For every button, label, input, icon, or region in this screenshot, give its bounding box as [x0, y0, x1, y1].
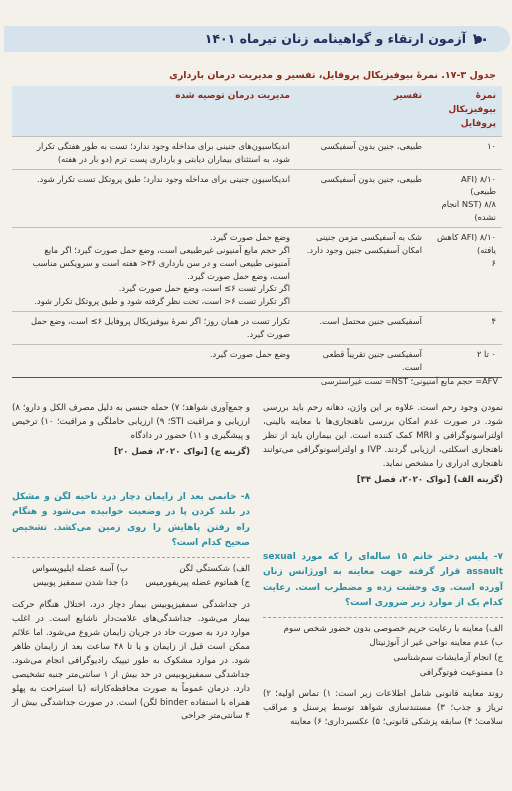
cell-interpretation: آسفیکسی جنین محتمل است.: [296, 312, 428, 345]
question-8-option-b: ب) آسه عضله ایلیوپسواس: [32, 563, 128, 574]
table-row: [12, 227, 502, 311]
cell-score: [428, 169, 502, 227]
running-header: [4, 26, 510, 52]
question-8-explanation-text: در جداشدگی سمفیزپوبیس بیمار دچار درد، اختلال هنگام حرکت بیمار می‌شود. جداشدگی‌های علامت‌دار ناشایع است. در اغلب موارد درد به صورت حاد در جریان زایمان شروع می‌شود. اما علائم ممکن است قبل از زایمان و یا تا ۴۸ ساعت بعد از زایمان ظاهر شود. در موارد مشکوک به طور تیپیک رادیوگرافی انجام می‌شود. جداشدگی سمفیزپوبیس در حد بیش از ۱ سانتی‌متر جنبه تشخیصی دارد. درمان عموماً به صورت محافظه‌کارانه (با استراحت به پهلو همراه با استفاده binder لگن) است. در صورت جداشدگی بیش از ۴ سانتی‌متر جراحی: [12, 600, 250, 722]
cell-interpretation: شک به آسفیکسی مزمن جنینی امکان آسفیکسی جنین وجود دارد.: [296, 227, 428, 311]
table-header-row: [12, 86, 502, 136]
question-8-option-d: د) جدا شدن سمفیز پوبیس: [33, 578, 128, 589]
left-column-continuation: [12, 402, 250, 460]
management-line: اگر تکرار تست ۶< است، تحت نظر گرفته شود و طبق پروتکل تکرار شود.: [34, 296, 290, 307]
management-line: اندیکاسیون جنینی برای مداخله وجود ندارد؛ طبق پروتکل تست تکرار شود.: [37, 173, 290, 184]
cell-management: [12, 136, 296, 169]
header-management: مدیریت درمان توصیه شده: [12, 86, 296, 136]
management-line: اندیکاسیون‌های جنینی برای مداخله وجود ندارد؛ تست به طور هفتگی تکرار شود، به استثنای بیماران دیابتی و بارداری پست ترم (دو بار در هفته): [37, 140, 290, 164]
cell-management: [12, 227, 296, 311]
question-7-option-b: ب) عدم معاینه نواحی غیر از آنوژنیتال: [369, 638, 503, 649]
page-number: ۱۰: [470, 30, 490, 48]
question-8-text: ۸- خانمی بعد از زایمان دچار درد ناحیه لگن و مشکل در بلند کردن پا در وضعیت خوابیده می‌شود و هنگام راه رفتن پاهایش را روی زمین می‌کشد. تشخیص صحیح کدام است؟: [12, 490, 250, 558]
cell-score: [428, 136, 502, 169]
score-value: ۶: [491, 257, 496, 268]
table-row: [12, 136, 502, 169]
management-line: تکرار تست در همان روز؛ اگر نمرهٔ بیوفیزیکال پروفایل ۶≥ است، وضع حمل صورت گیرد.: [30, 316, 290, 339]
question-8-explanation: [12, 599, 250, 724]
header-score: نمرهٔ بیوفیزیکال پروفایل: [428, 86, 502, 136]
cell-management: [12, 169, 296, 227]
cell-score: [428, 312, 502, 345]
question-7-option-c: ج) انجام آزمایشات سم‌شناسی: [393, 653, 503, 664]
score-value: ۰ تا ۲: [476, 348, 496, 359]
cell-management: [12, 312, 296, 345]
cell-interpretation: طبیعی، جنین بدون آسفیکسی: [296, 136, 428, 169]
table-row: [12, 169, 502, 227]
question-8-options: [12, 562, 250, 591]
left-column-answer: (گزینه ج) [نواک ۲۰۲۰، فصل ۲۰]: [113, 446, 250, 457]
header-title: آزمون ارتقاء و گواهینامه زنان تیرماه ۱۴۰۱: [204, 31, 466, 46]
table-row: [12, 344, 502, 377]
right-column-text: نمودن وجود رحم است. علاوه بر این واژن، دهانه رحم باید بررسی شود. در صورت عدم امکان بررسی ناهنجاری‌ها با معاینه بالینی، اولتراسونوگرافی و MRI کمک کننده است. این بیماران باید از نظر ناهنجاری اسکلتی، ارزیابی گردند. IVP و اولتراسونوگرافی می‌توانند ناهنجاری ادراری را مشخص نماید.: [263, 403, 503, 469]
table-caption: جدول ۳-۱۷. نمرهٔ بیوفیزیکال پروفایل، تفسیر و مدیریت درمان بارداری: [169, 70, 496, 81]
score-value: ۸/۸ (NST انجام نشده): [441, 199, 496, 223]
question-7-text: ۷- پلیس دختر خانم ۱۵ ساله‌ای را که مورد sexual assault قرار گرفته جهت معاینه به اورژانس زنان آورده است. وی وحشت زده و مضطرب است. رعایت کدام یک از موارد زیر ضروری است؟: [263, 550, 503, 618]
table-body: [12, 136, 502, 377]
cell-score: [428, 227, 502, 311]
question-8-option-a: الف) شکستگی لگن: [179, 563, 250, 574]
management-line: اگر حجم مایع آمنیونی غیرطبیعی است، وضع حمل صورت گیرد؛ اگر مایع آمنیونی طبیعی است و در سن بارداری ۳۶< هفته است و سرویکس مناسب است، وضع حمل صورت گیرد.: [32, 244, 290, 281]
management-line: وضع حمل صورت گیرد.: [209, 231, 290, 242]
question-7-block: [263, 550, 503, 730]
cell-interpretation: آسفیکسی جنین تقریباً قطعی است.: [296, 344, 428, 377]
question-7-options: [263, 622, 503, 680]
header-interpretation: تفسیر: [296, 86, 428, 136]
right-column-answer: (گزینه الف) [نواک ۲۰۲۰، فصل ۳۴]: [356, 474, 503, 485]
question-7-explanation-text: روند معاینه قانونی شامل اطلاعات زیر است: ۱) تماس اولیه؛ ۲) تریاژ و جذب؛ ۳) مستندسازی شواهد توسط پرسنل و مراقب سلامت؛ ۴) سابقه پزشکی قانونی؛ ۵) عکسبرداری؛ ۶) معاینه: [263, 689, 504, 728]
bpp-management-table: [12, 86, 502, 378]
table-abbreviations: AFV= حجم مایع آمنیونی؛ NST= تست غیراسترسی: [320, 376, 498, 386]
cell-score: [428, 344, 502, 377]
management-line: وضع حمل صورت گیرد.: [209, 348, 290, 359]
score-value: ۴: [491, 316, 496, 327]
score-value: ۱۰: [487, 140, 496, 151]
left-column-text: و جمع‌آوری شواهد؛ ۷) حمله جنسی به دلیل مصرف الکل و دارو؛ ۸) ارزیابی و مراقبت STI؛ ۹) ارزیابی حاملگی و مراقبت؛ ۱۰) ترخیص و پیشگیری و ۱۱) حضور در دادگاه: [12, 403, 250, 441]
cell-interpretation: طبیعی، جنین بدون آسفیکسی: [296, 169, 428, 227]
cell-management: [12, 344, 296, 377]
question-7-option-a: الف) معاینه با رعایت حریم خصوصی بدون حضور شخص سوم: [283, 623, 503, 634]
management-line: اگر تکرار تست ۶≥ است، وضع حمل صورت گیرد.: [118, 283, 290, 294]
right-column-continuation: [263, 402, 503, 488]
question-7-option-d: د) ممنوعیت فوتوگرافی: [419, 667, 503, 678]
score-value: ۸/۱۰ (AFI طبیعی): [461, 173, 496, 197]
question-8-option-c: ج) هماتوم عضله پیریفورمیس: [145, 578, 250, 589]
question-7-explanation: [263, 688, 503, 730]
table-row: [12, 312, 502, 345]
question-8-block: [12, 490, 250, 724]
score-value: ۸/۱۰ (AFI کاهش یافته): [436, 231, 496, 255]
